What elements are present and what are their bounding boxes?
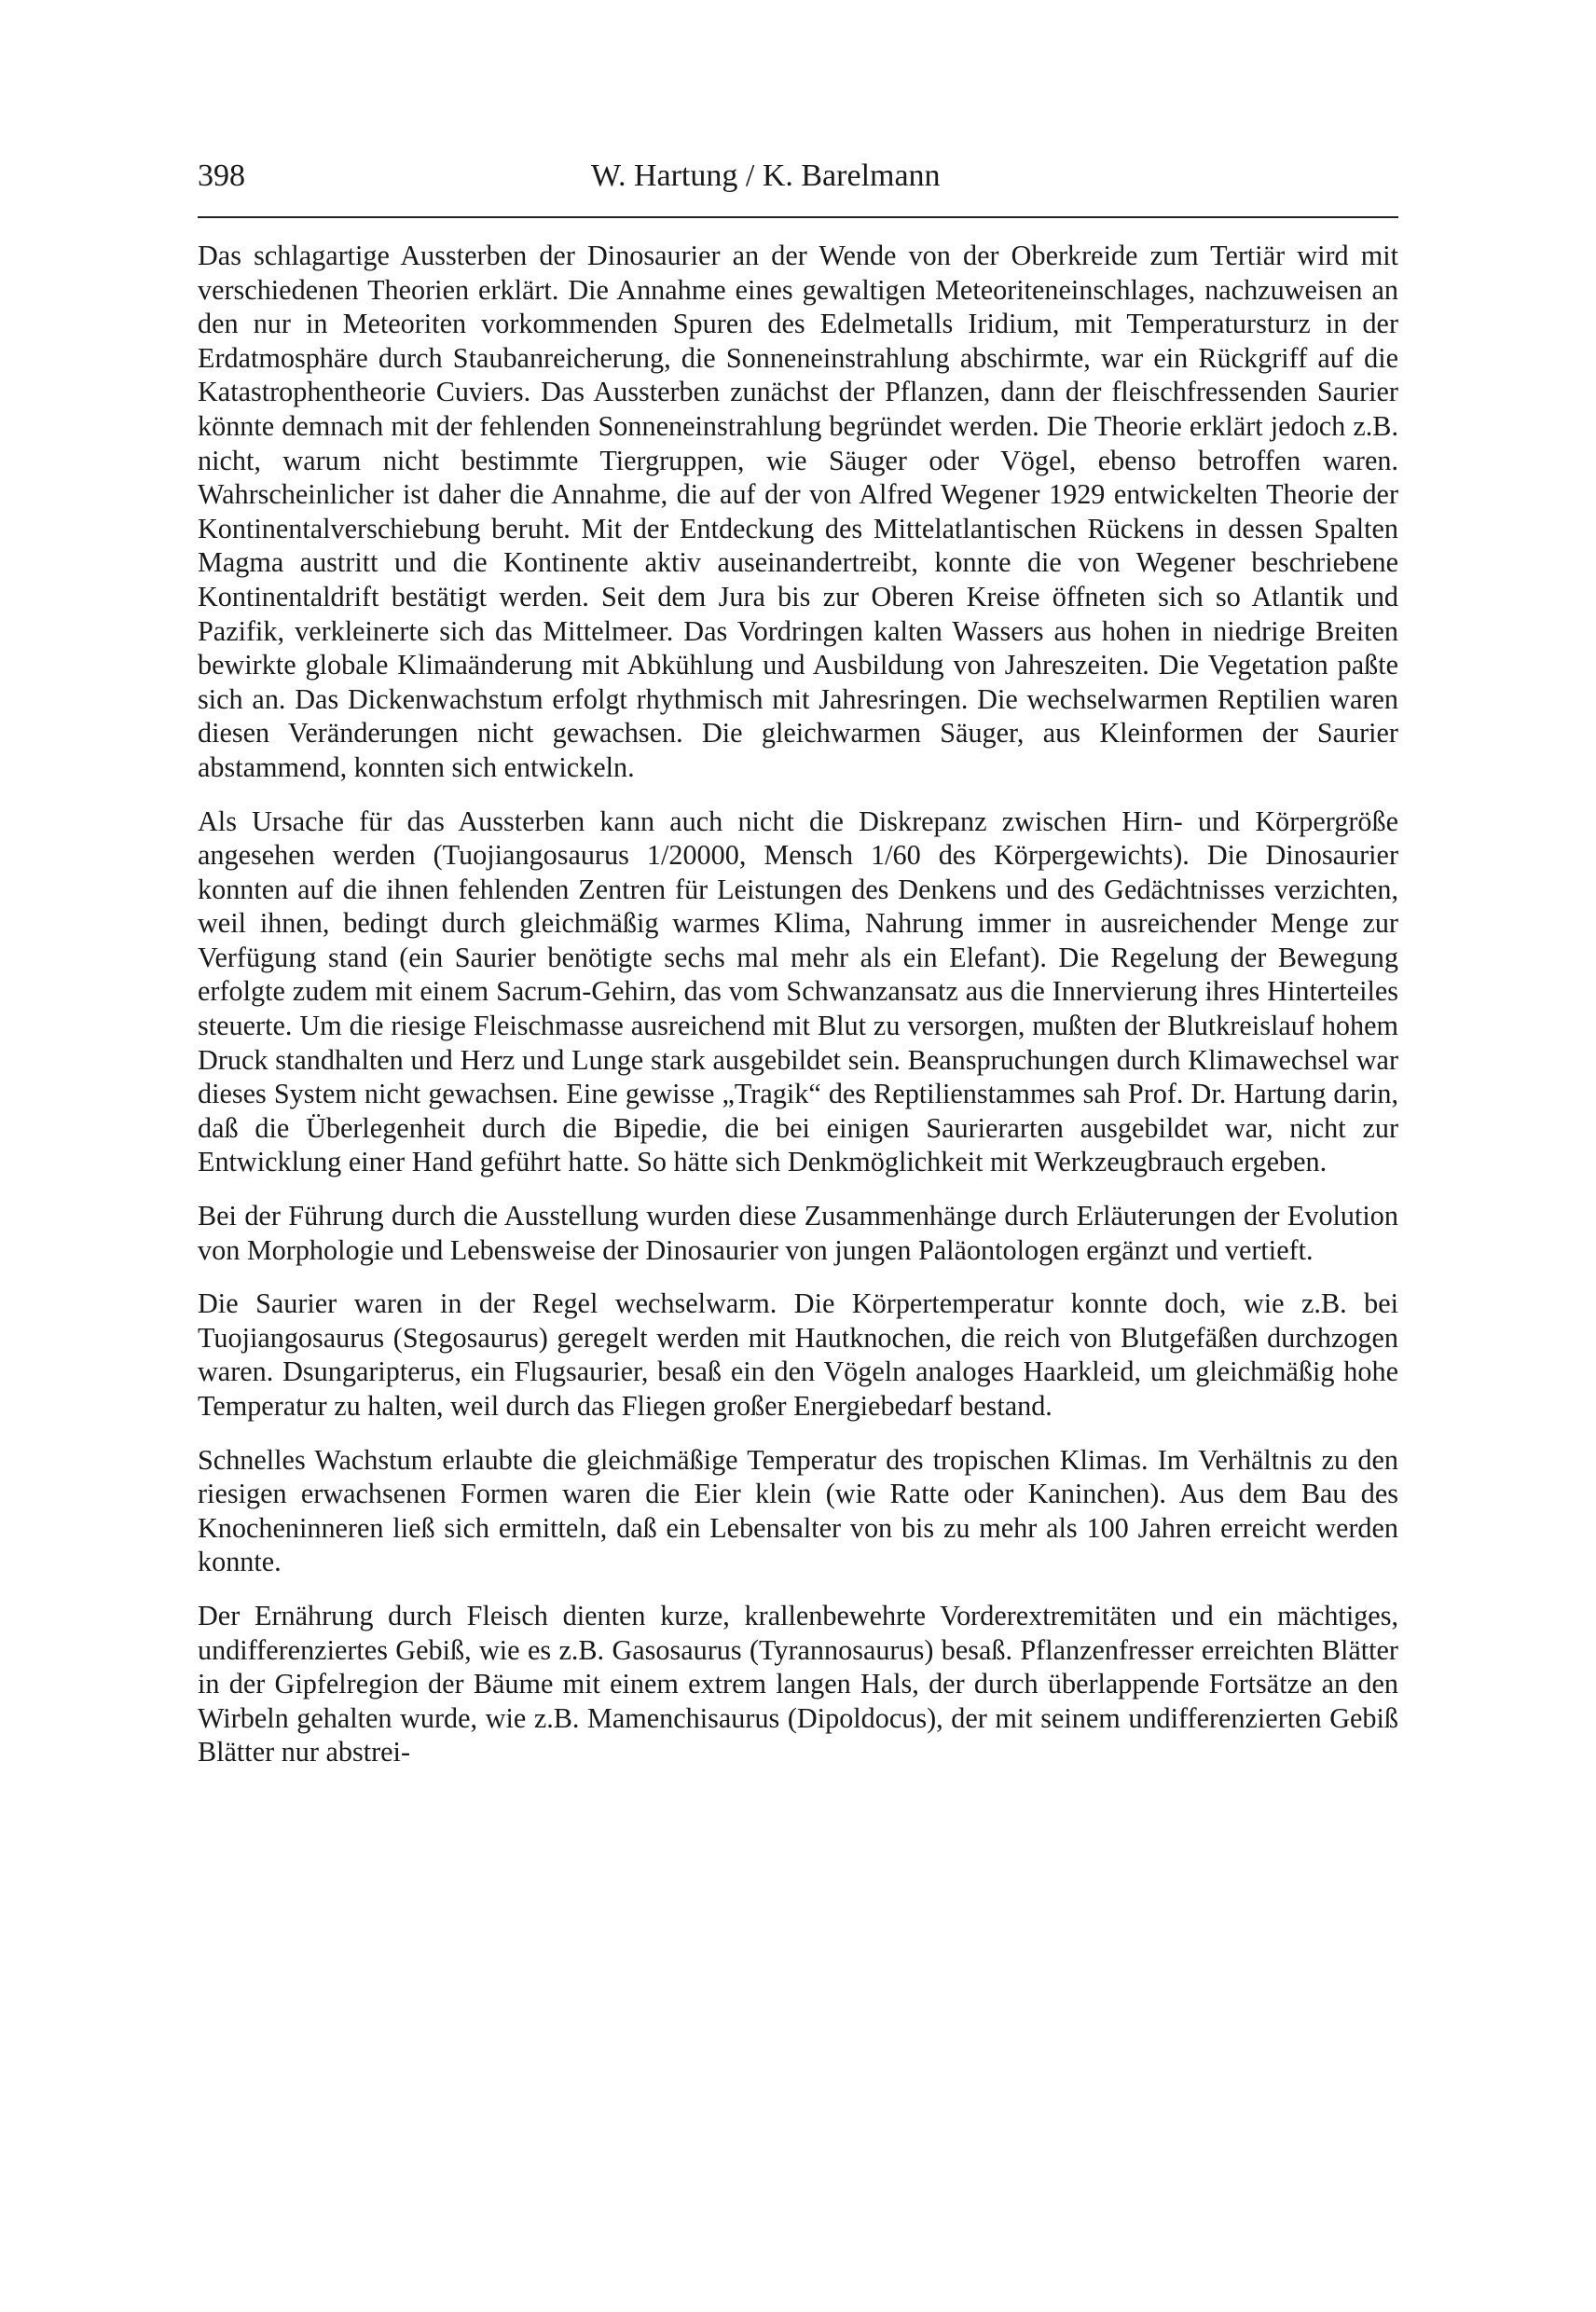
body-text bbox=[198, 239, 1398, 1789]
page-header bbox=[198, 155, 1398, 198]
paragraph-growth-lifespan: Schnelles Wachstum erlaubte die gleichmäßige Temperatur des tropischen Klimas. Im Verhältnis zu den riesigen erwachsenen Formen waren die Eier klein (wie Ratte oder Kaninchen). Aus dem Bau des Knocheninneren ließ sich ermitteln, daß ein Lebensalter von bis zu mehr als 100 Jahren erreicht werden konnte. bbox=[198, 1443, 1398, 1578]
running-head: W. Hartung / K. Barelmann bbox=[591, 158, 941, 193]
paragraph-feeding: Der Ernährung durch Fleisch dienten kurze, krallenbewehrte Vorderextremitäten und ein mächtiges, undifferenziertes Gebiß, wie es z.B. Gasosaurus (Tyrannosaurus) besaß. Pflanzenfresser erreichten Blätter in der Gipfelregion der Bäume mit einem extrem langen Hals, der durch überlappende Fortsätze an den Wirbeln gehalten wurde, wie z.B. Mamenchisaurus (Dipoldocus), der mit seinem undifferenzierten Gebiß Blätter nur abstrei- bbox=[198, 1599, 1398, 1768]
paragraph-brain-body-ratio: Als Ursache für das Aussterben kann auch nicht die Diskrepanz zwischen Hirn- und Körpergröße angesehen werden (Tuojiangosaurus 1/20000, Mensch 1/60 des Körpergewichts). Die Dinosaurier konnten auf die ihnen fehlenden Zentren für Leistungen des Denkens und des Gedächtnisses verzichten, weil ihnen, bedingt durch gleichmäßig warmes Klima, Nahrung immer in ausreichender Menge zur Verfügung stand (ein Saurier benötigte sechs mal mehr als ein Elefant). Die Regelung der Bewegung erfolgte zudem mit einem Sacrum-Gehirn, das vom Schwanzansatz aus die Innervierung ihres Hinterteiles steuerte. Um die riesige Fleischmasse ausreichend mit Blut zu versorgen, mußten der Blutkreislauf hohem Druck standhalten und Herz und Lunge stark ausgebildet sein. Beanspruchungen durch Klimawechsel war dieses System nicht gewachsen. Eine gewisse „Tragik“ des Reptilienstammes sah Prof. Dr. Hartung darin, daß die Überlegenheit durch die Bipedie, die bei einigen Saurierarten ausgebildet war, nicht zur Entwicklung einer Hand geführt hatte. So hätte sich Denkmöglichkeit mit Werkzeugbrauch ergeben. bbox=[198, 805, 1398, 1178]
header-rule bbox=[198, 216, 1398, 218]
paragraph-exhibition-tour: Bei der Führung durch die Ausstellung wurden diese Zusammenhänge durch Erläuterungen der Evolution von Morphologie und Lebensweise der Dinosaurier von jungen Paläontologen ergänzt und vertieft. bbox=[198, 1200, 1398, 1266]
paragraph-extinction-theories: Das schlagartige Aussterben der Dinosaurier an der Wende von der Oberkreide zum Tertiär wird mit verschiedenen Theorien erklärt. Die Annahme eines gewaltigen Meteoriteneinschlages, nachzuweisen an den nur in Meteoriten vorkommenden Spuren des Edelmetalls Iridium, mit Temperatursturz in der Erdatmosphäre durch Staubanreicherung, die Sonneneinstrahlung abschirmte, war ein Rückgriff auf die Katastrophentheorie Cuviers. Das Aussterben zunächst der Pflanzen, dann der fleischfressenden Saurier könnte demnach mit der fehlenden Sonneneinstrahlung begründet werden. Die Theorie erklärt jedoch z.B. nicht, warum nicht bestimmte Tiergruppen, wie Säuger oder Vögel, ebenso betroffen waren. Wahrscheinlicher ist daher die Annahme, die auf der von Alfred Wegener 1929 entwickelten Theorie der Kontinentalverschiebung beruht. Mit der Entdeckung des Mittelatlantischen Rückens in dessen Spalten Magma austritt und die Kontinente aktiv auseinandertreibt, konnte die von Wegener beschriebene Kontinentaldrift bestätigt werden. Seit dem Jura bis zur Oberen Kreise öffneten sich so Atlantik und Pazifik, verkleinerte sich das Mittelmeer. Das Vordringen kalten Wassers aus hohen in niedrige Breiten bewirkte globale Klimaänderung mit Abkühlung und Ausbildung von Jahreszeiten. Die Vegetation paßte sich an. Das Dickenwachstum erfolgt rhythmisch mit Jahresringen. Die wechselwarmen Reptilien waren diesen Veränderungen nicht gewachsen. Die gleichwarmen Säuger, aus Kleinformen der Saurier abstammend, konnten sich entwickeln. bbox=[198, 240, 1398, 783]
paragraph-body-temperature: Die Saurier waren in der Regel wechselwarm. Die Körpertemperatur konnte doch, wie z.B. bei Tuojiangosaurus (Stegosaurus) geregelt werden mit Hautknochen, die reich von Blutgefäßen durchzogen waren. Dsungaripterus, ein Flugsaurier, besaß ein den Vögeln analoges Haarkleid, um gleichmäßig hohe Temperatur zu halten, weil durch das Fliegen großer Energiebedarf bestand. bbox=[198, 1287, 1398, 1422]
page-number: 398 bbox=[198, 158, 245, 193]
